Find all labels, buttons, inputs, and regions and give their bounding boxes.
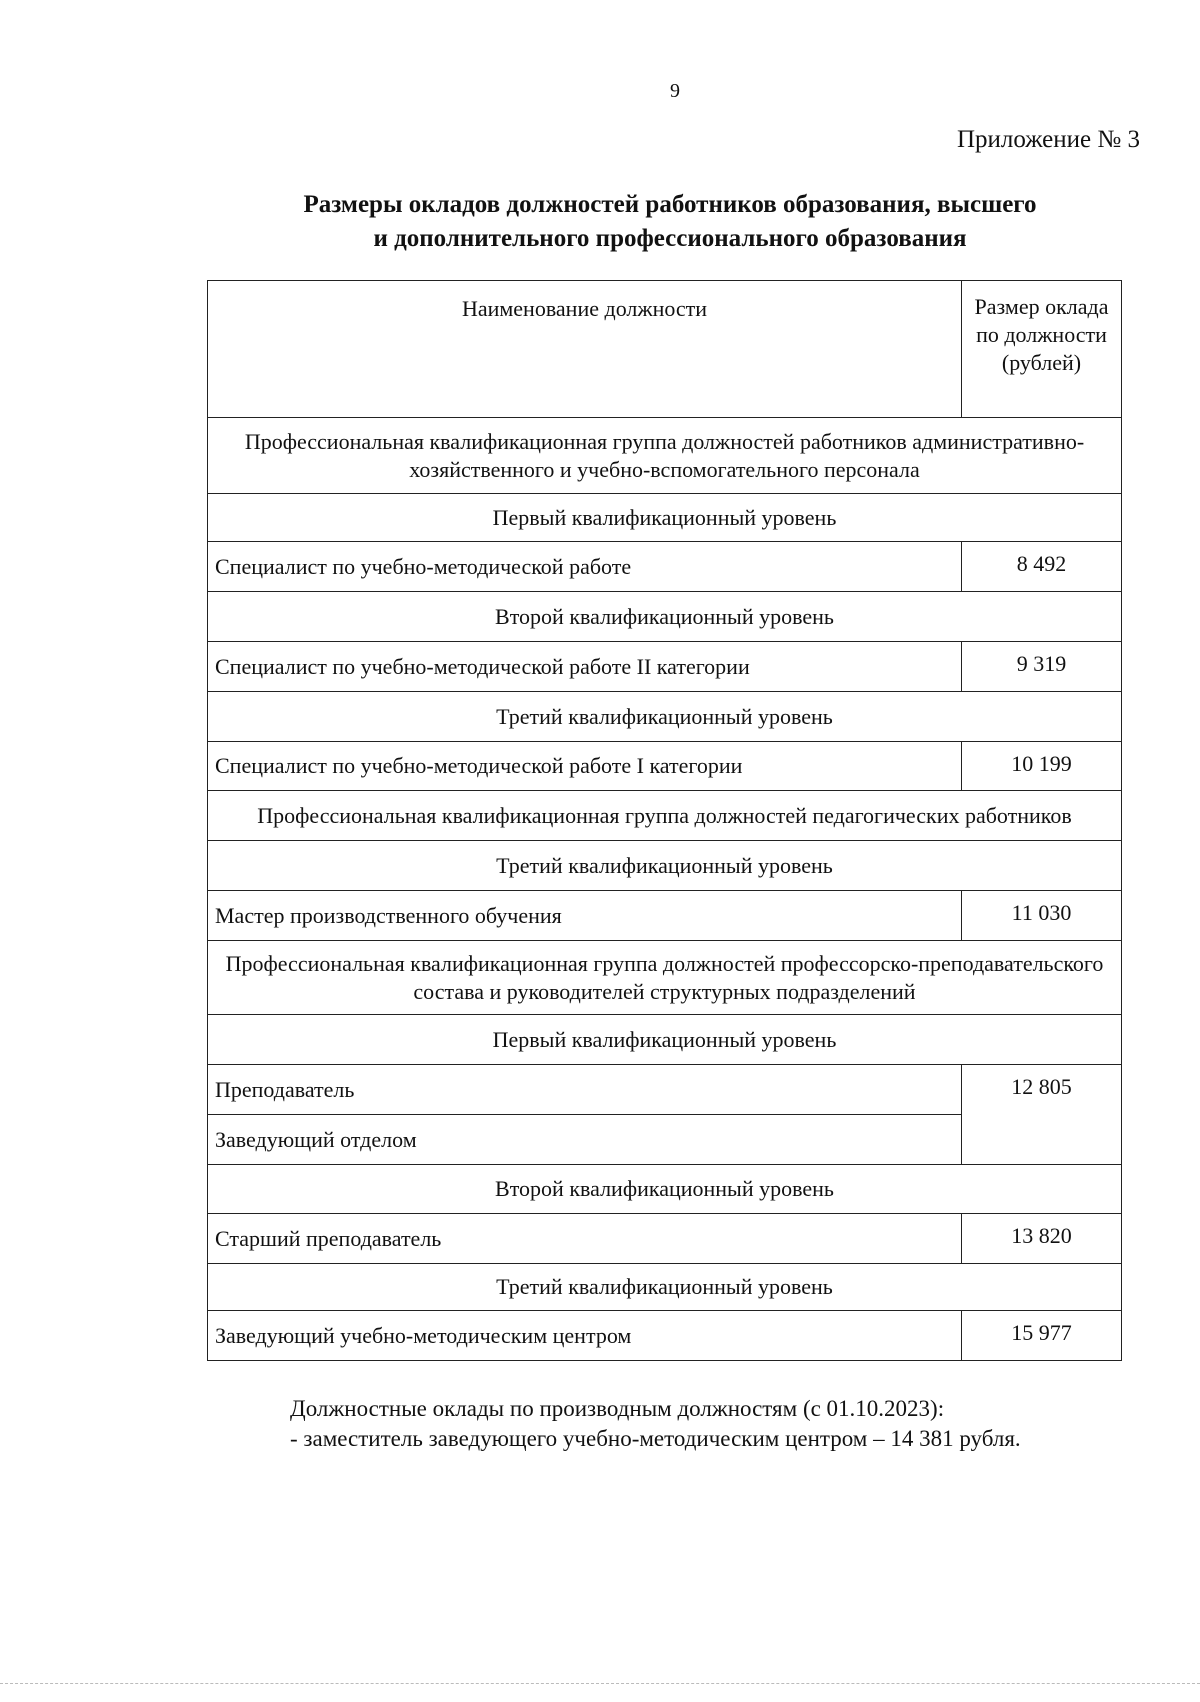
table-row	[208, 891, 1122, 941]
salary-value: 15 977	[962, 1311, 1122, 1361]
title-line-1: Размеры окладов должностей работников образования, высшего	[303, 191, 1037, 218]
position-name: Старший преподаватель	[208, 1214, 962, 1264]
salary-table	[207, 280, 1122, 1361]
salary-value: 11 030	[962, 891, 1122, 941]
document-title	[210, 188, 1130, 256]
level-row	[208, 592, 1122, 642]
title-line-2: и дополнительного профессионального образования	[373, 225, 967, 252]
level-row	[208, 1165, 1122, 1214]
level-heading: Третий квалификационный уровень	[208, 692, 1122, 742]
appendix-label: Приложение № 3	[956, 126, 1140, 153]
position-name: Специалист по учебно-методической работе I категории	[208, 742, 962, 791]
group-heading: Профессиональная квалификационная группа должностей профессорско-преподавательского состава и руководителей структурных подразделений	[208, 941, 1122, 1015]
scan-edge-line	[0, 1682, 1200, 1684]
level-heading: Третий квалификационный уровень	[208, 1264, 1122, 1311]
position-name: Заведующий учебно-методическим центром	[208, 1311, 962, 1361]
header-position-name: Наименование должности	[208, 281, 962, 418]
table-row	[208, 1214, 1122, 1264]
group-row	[208, 418, 1122, 494]
table-row	[208, 1311, 1122, 1361]
position-name: Специалист по учебно-методической работе	[208, 542, 962, 592]
level-row	[208, 494, 1122, 542]
table-row	[208, 642, 1122, 692]
salary-value: 10 199	[962, 742, 1122, 791]
level-heading: Второй квалификационный уровень	[208, 592, 1122, 642]
level-heading: Первый квалификационный уровень	[208, 1015, 1122, 1065]
level-heading: Первый квалификационный уровень	[208, 494, 1122, 542]
page-number: 9	[670, 80, 680, 102]
group-heading: Профессиональная квалификационная группа должностей работников административно-хозяйственного и учебно-вспомогательного персонала	[208, 418, 1122, 494]
level-row	[208, 841, 1122, 891]
position-name: Преподаватель	[208, 1065, 962, 1115]
group-row	[208, 941, 1122, 1015]
salary-value: 8 492	[962, 542, 1122, 592]
table-row	[208, 542, 1122, 592]
level-heading: Второй квалификационный уровень	[208, 1165, 1122, 1214]
derived-salaries-note	[290, 1394, 1021, 1454]
table-header-row	[208, 281, 1122, 418]
table-row	[208, 742, 1122, 791]
salary-value: 13 820	[962, 1214, 1122, 1264]
header-salary-size: Размер оклада по должности (рублей)	[962, 281, 1122, 418]
level-row	[208, 1264, 1122, 1311]
level-heading: Третий квалификационный уровень	[208, 841, 1122, 891]
position-name: Заведующий отделом	[208, 1115, 962, 1165]
level-row	[208, 1015, 1122, 1065]
salary-value: 9 319	[962, 642, 1122, 692]
table-row	[208, 1065, 1122, 1115]
group-row	[208, 791, 1122, 841]
level-row	[208, 692, 1122, 742]
position-name: Специалист по учебно-методической работе II категории	[208, 642, 962, 692]
group-heading: Профессиональная квалификационная группа должностей педагогических работников	[208, 791, 1122, 841]
note-line-1: Должностные оклады по производным должностям (с 01.10.2023):	[290, 1396, 945, 1421]
position-name: Мастер производственного обучения	[208, 891, 962, 941]
note-line-2: - заместитель заведующего учебно-методическим центром – 14 381 рубля.	[290, 1426, 1021, 1451]
salary-value: 12 805	[962, 1065, 1122, 1165]
